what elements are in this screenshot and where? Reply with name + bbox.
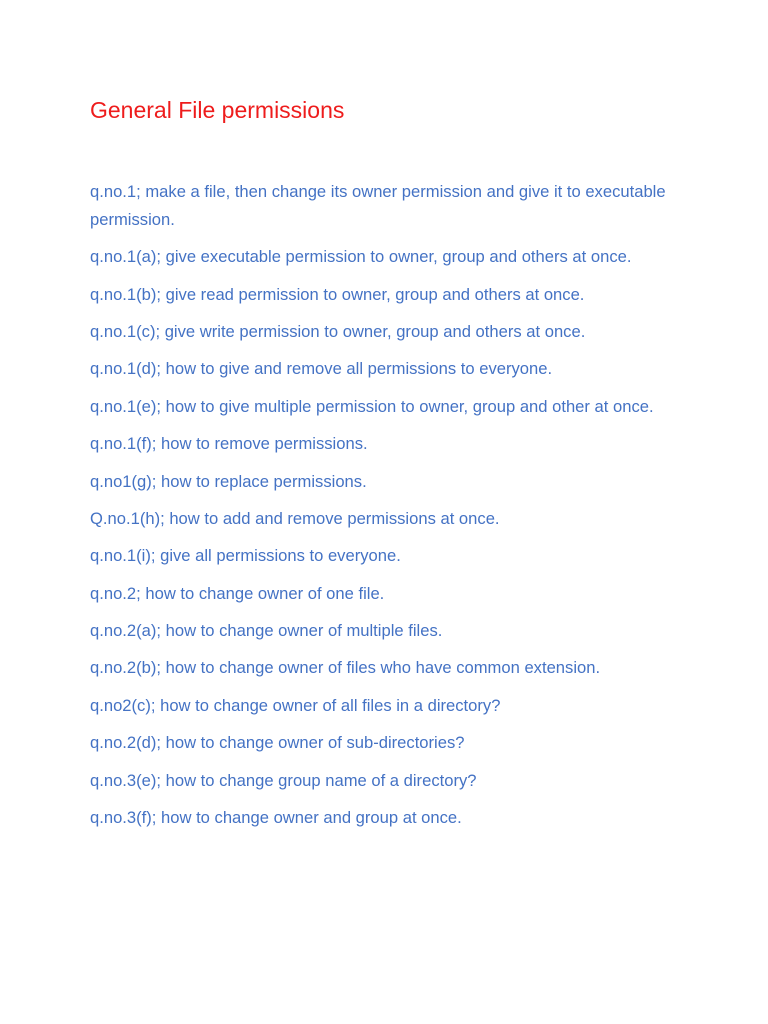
- page-title: General File permissions: [90, 97, 345, 123]
- question-list: [90, 178, 675, 841]
- question-item: q.no.1(d); how to give and remove all permissions to everyone.: [90, 359, 553, 379]
- question-item: q.no.1; make a file, then change its owner permission and give it to executable permission.: [90, 182, 666, 229]
- question-item: q.no.3(e); how to change group name of a directory?: [90, 770, 477, 790]
- question-item: Q.no.1(h); how to add and remove permissions at once.: [90, 508, 500, 528]
- question-item: q.no2(c); how to change owner of all files in a directory?: [90, 695, 501, 715]
- question-item: q.no.1(c); give write permission to owner, group and others at once.: [90, 321, 586, 341]
- question-item: q.no.1(b); give read permission to owner, group and others at once.: [90, 284, 585, 304]
- question-item: q.no.2(b); how to change owner of files who have common extension.: [90, 658, 601, 678]
- question-item: q.no1(g); how to replace permissions.: [90, 471, 367, 491]
- question-item: q.no.2(a); how to change owner of multiple files.: [90, 621, 443, 641]
- question-item: q.no.1(a); give executable permission to owner, group and others at once.: [90, 247, 632, 267]
- question-item: q.no.1(f); how to remove permissions.: [90, 434, 368, 454]
- question-item: q.no.1(i); give all permissions to everyone.: [90, 546, 401, 566]
- question-item: q.no.1(e); how to give multiple permission to owner, group and other at once.: [90, 396, 654, 416]
- question-item: q.no.3(f); how to change owner and group at once.: [90, 808, 462, 828]
- question-item: q.no.2; how to change owner of one file.: [90, 583, 385, 603]
- question-item: q.no.2(d); how to change owner of sub-directories?: [90, 733, 465, 753]
